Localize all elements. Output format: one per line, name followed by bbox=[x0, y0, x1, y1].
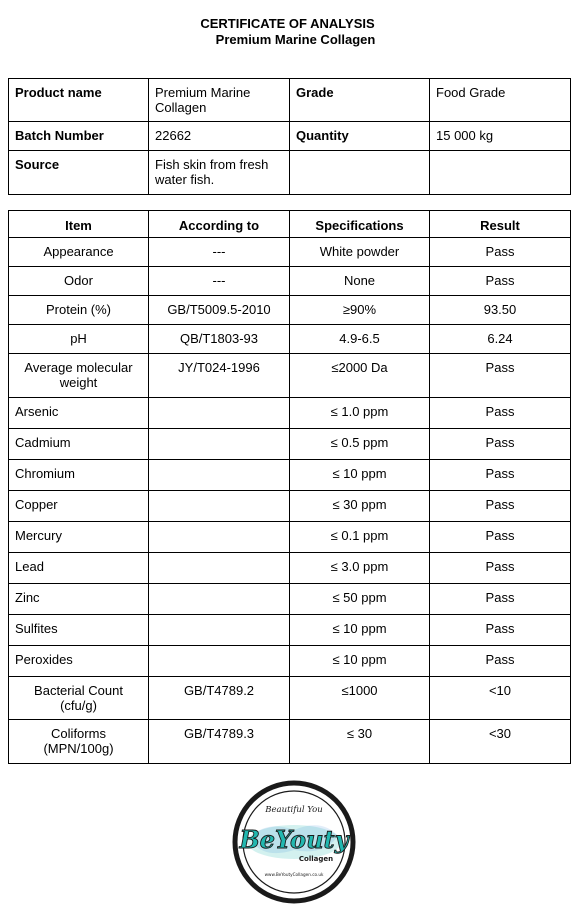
row-item: Odor bbox=[9, 267, 149, 296]
table-header-row bbox=[9, 211, 571, 238]
row-result: Pass bbox=[430, 267, 571, 296]
row-specification: ≤ 50 ppm bbox=[290, 584, 430, 615]
row-specification: ≤ 0.1 ppm bbox=[290, 522, 430, 553]
row-according-to: --- bbox=[149, 238, 290, 267]
table-row bbox=[9, 677, 571, 720]
row-result: Pass bbox=[430, 238, 571, 267]
table-row bbox=[9, 238, 571, 267]
batch-number-label: Batch Number bbox=[9, 122, 149, 151]
info-row-source bbox=[9, 151, 571, 195]
logo-url-text: www.BeYoutyCollagen.co.uk bbox=[264, 872, 324, 877]
row-according-to: GB/T5009.5-2010 bbox=[149, 296, 290, 325]
row-item: Sulfites bbox=[9, 615, 149, 646]
row-item: Arsenic bbox=[9, 398, 149, 429]
row-specification: ≤ 1.0 ppm bbox=[290, 398, 430, 429]
table-row bbox=[9, 646, 571, 677]
row-according-to: --- bbox=[149, 267, 290, 296]
product-info-table bbox=[8, 78, 571, 195]
row-result: Pass bbox=[430, 429, 571, 460]
row-according-to bbox=[149, 553, 290, 584]
row-result: Pass bbox=[430, 354, 571, 398]
table-row bbox=[9, 491, 571, 522]
logo-sub-text: Collagen bbox=[298, 855, 334, 863]
row-according-to bbox=[149, 460, 290, 491]
logo-script-top: Beautiful You bbox=[265, 805, 323, 815]
grade-label: Grade bbox=[290, 79, 430, 122]
row-result: 6.24 bbox=[430, 325, 571, 354]
batch-number-value: 22662 bbox=[149, 122, 290, 151]
row-item: Chromium bbox=[9, 460, 149, 491]
grade-value: Food Grade bbox=[430, 79, 571, 122]
test-rows bbox=[9, 238, 571, 764]
row-item: Zinc bbox=[9, 584, 149, 615]
row-specification: ≤ 10 ppm bbox=[290, 460, 430, 491]
table-row bbox=[9, 429, 571, 460]
table-row bbox=[9, 267, 571, 296]
info-row-product bbox=[9, 79, 571, 122]
row-specification: ≤ 30 ppm bbox=[290, 491, 430, 522]
row-result: <30 bbox=[430, 720, 571, 764]
row-result: Pass bbox=[430, 646, 571, 677]
row-specification: ≤ 30 bbox=[290, 720, 430, 764]
row-according-to bbox=[149, 584, 290, 615]
product-name-label: Product name bbox=[9, 79, 149, 122]
row-item: Protein (%) bbox=[9, 296, 149, 325]
table-row bbox=[9, 398, 571, 429]
logo-brand-text: BeYouty bbox=[239, 825, 349, 854]
row-item: Mercury bbox=[9, 522, 149, 553]
row-specification: ≤ 10 ppm bbox=[290, 646, 430, 677]
table-row bbox=[9, 553, 571, 584]
table-row bbox=[9, 615, 571, 646]
row-specification: ≤ 0.5 ppm bbox=[290, 429, 430, 460]
row-specification: ≤2000 Da bbox=[290, 354, 430, 398]
row-result: Pass bbox=[430, 522, 571, 553]
row-result: 93.50 bbox=[430, 296, 571, 325]
row-according-to bbox=[149, 615, 290, 646]
row-according-to: QB/T1803-93 bbox=[149, 325, 290, 354]
row-according-to bbox=[149, 429, 290, 460]
table-row bbox=[9, 296, 571, 325]
row-according-to bbox=[149, 491, 290, 522]
row-specification: ≥90% bbox=[290, 296, 430, 325]
row-specification: ≤ 10 ppm bbox=[290, 615, 430, 646]
row-specification: White powder bbox=[290, 238, 430, 267]
row-item: pH bbox=[9, 325, 149, 354]
row-result: Pass bbox=[430, 615, 571, 646]
row-result: Pass bbox=[430, 460, 571, 491]
certificate-title: CERTIFICATE OF ANALYSIS bbox=[200, 16, 375, 31]
empty-cell bbox=[290, 151, 430, 195]
empty-cell bbox=[430, 151, 571, 195]
product-name-value: Premium Marine Collagen bbox=[149, 79, 290, 122]
table-row bbox=[9, 460, 571, 491]
row-specification: 4.9-6.5 bbox=[290, 325, 430, 354]
row-according-to: GB/T4789.2 bbox=[149, 677, 290, 720]
source-value: Fish skin from fresh water fish. bbox=[149, 151, 290, 195]
beyouty-collagen-logo bbox=[232, 780, 356, 904]
row-item: Appearance bbox=[9, 238, 149, 267]
row-specification: None bbox=[290, 267, 430, 296]
row-item: Coliforms (MPN/100g) bbox=[9, 720, 149, 764]
row-according-to bbox=[149, 522, 290, 553]
row-according-to: GB/T4789.3 bbox=[149, 720, 290, 764]
header-item: Item bbox=[9, 211, 149, 238]
row-item: Cadmium bbox=[9, 429, 149, 460]
table-row bbox=[9, 354, 571, 398]
row-item: Bacterial Count (cfu/g) bbox=[9, 677, 149, 720]
row-result: Pass bbox=[430, 491, 571, 522]
document-title bbox=[0, 16, 577, 48]
info-row-batch bbox=[9, 122, 571, 151]
row-item: Peroxides bbox=[9, 646, 149, 677]
row-according-to bbox=[149, 646, 290, 677]
row-result: Pass bbox=[430, 553, 571, 584]
header-according-to: According to bbox=[149, 211, 290, 238]
row-item: Copper bbox=[9, 491, 149, 522]
row-result: Pass bbox=[430, 584, 571, 615]
row-item: Average molecular weight bbox=[9, 354, 149, 398]
quantity-value: 15 000 kg bbox=[430, 122, 571, 151]
row-result: Pass bbox=[430, 398, 571, 429]
test-results-table bbox=[8, 210, 571, 764]
row-specification: ≤ 3.0 ppm bbox=[290, 553, 430, 584]
row-result: <10 bbox=[430, 677, 571, 720]
source-label: Source bbox=[9, 151, 149, 195]
header-specifications: Specifications bbox=[290, 211, 430, 238]
table-row bbox=[9, 720, 571, 764]
table-row bbox=[9, 584, 571, 615]
row-according-to: JY/T024-1996 bbox=[149, 354, 290, 398]
row-item: Lead bbox=[9, 553, 149, 584]
header-result: Result bbox=[430, 211, 571, 238]
row-according-to bbox=[149, 398, 290, 429]
row-specification: ≤1000 bbox=[290, 677, 430, 720]
table-row bbox=[9, 325, 571, 354]
quantity-label: Quantity bbox=[290, 122, 430, 151]
product-subtitle: Premium Marine Collagen bbox=[215, 32, 376, 47]
table-row bbox=[9, 522, 571, 553]
